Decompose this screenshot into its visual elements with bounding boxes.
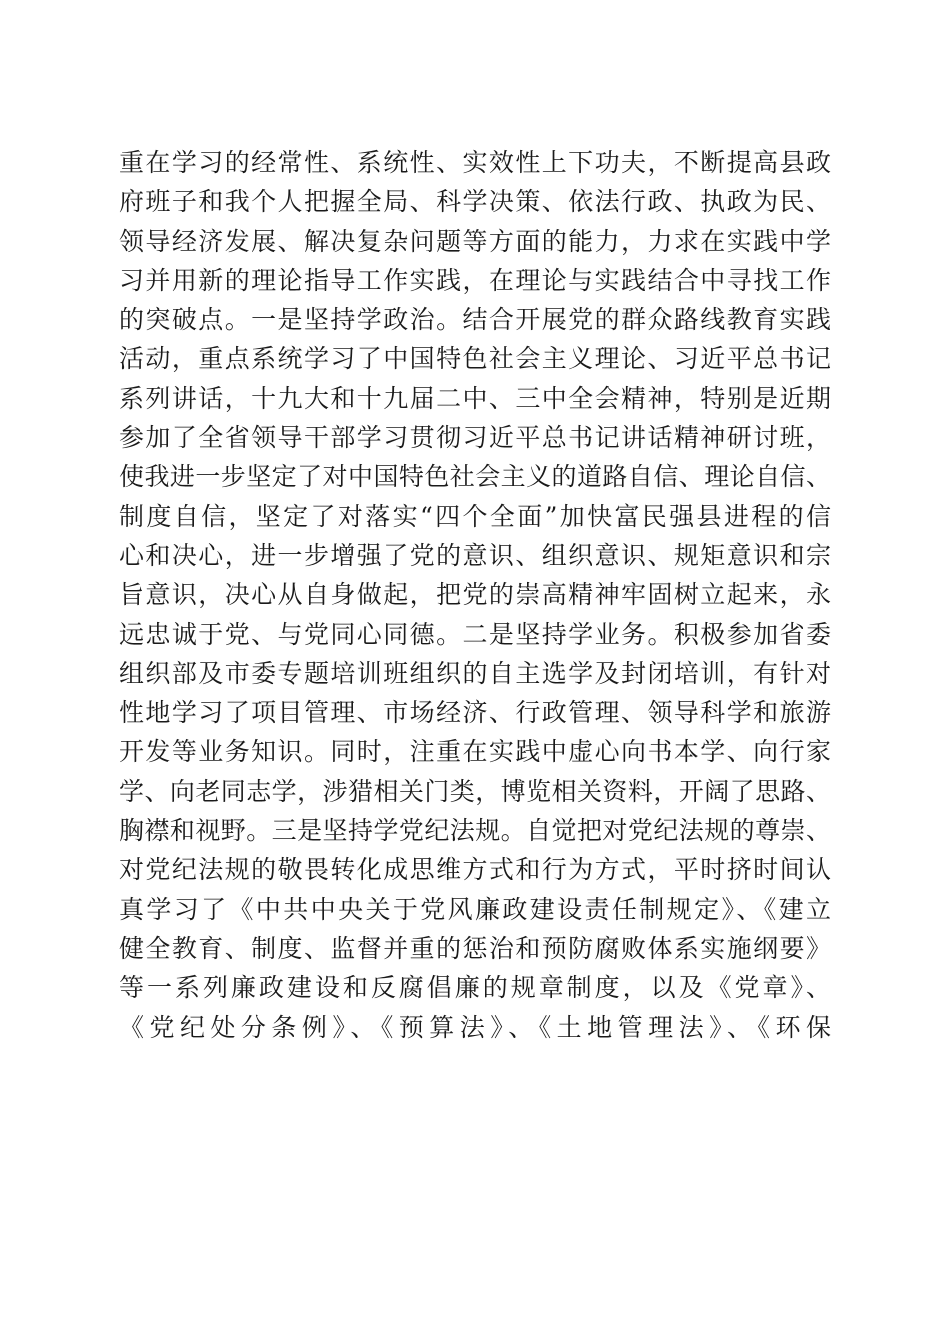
text-line-11: 心和决心，进一步增强了党的意识、组织意识、规矩意识和宗 (119, 540, 831, 570)
text-line-1: 重在学习的经常性、系统性、实效性上下功夫，不断提高县政 (119, 148, 831, 177)
text-line-5: 的突破点。一是坚持学政治。结合开展党的群众路线教育实践 (119, 305, 831, 335)
text-line-10: 制度自信，坚定了对落实“四个全面”加快富民强县进程的信 (119, 501, 831, 531)
text-line-23: 《党纪处分条例》、《预算法》、《土地管理法》、《环保 (119, 1012, 831, 1042)
body-text (119, 143, 831, 1047)
text-line-18: 胸襟和视野。三是坚持学党纪法规。自觉把对党纪法规的尊崇、 (119, 816, 831, 846)
text-line-12: 旨意识，决心从自身做起，把党的崇高精神牢固树立起来，永 (119, 580, 831, 610)
text-line-8: 参加了全省领导干部学习贯彻习近平总书记讲话精神研讨班， (119, 423, 831, 453)
text-line-6: 活动，重点系统学习了中国特色社会主义理论、习近平总书记 (119, 344, 831, 374)
text-line-14: 组织部及市委专题培训班组织的自主选学及封闭培训，有针对 (119, 658, 831, 688)
text-line-9: 使我进一步坚定了对中国特色社会主义的道路自信、理论自信、 (119, 462, 831, 492)
text-line-15: 性地学习了项目管理、市场经济、行政管理、领导科学和旅游 (119, 698, 831, 728)
text-line-19: 对党纪法规的敬畏转化成思维方式和行为方式，平时挤时间认 (119, 855, 831, 885)
text-line-3: 领导经济发展、解决复杂问题等方面的能力，力求在实践中学 (119, 226, 831, 256)
text-line-22: 等一系列廉政建设和反腐倡廉的规章制度，以及《党章》、 (119, 973, 831, 1003)
text-line-7: 系列讲话，十九大和十九届二中、三中全会精神，特别是近期 (119, 383, 831, 413)
text-line-16: 开发等业务知识。同时，注重在实践中虚心向书本学、向行家 (119, 737, 831, 767)
text-line-2: 府班子和我个人把握全局、科学决策、依法行政、执政为民、 (119, 187, 831, 217)
text-line-13: 远忠诚于党、与党同心同德。二是坚持学业务。积极参加省委 (119, 619, 831, 649)
text-line-20: 真学习了《中共中央关于党风廉政建设责任制规定》、《建立 (119, 894, 831, 924)
text-line-4: 习并用新的理论指导工作实践，在理论与实践结合中寻找工作 (119, 265, 831, 295)
text-line-21: 健全教育、制度、监督并重的惩治和预防腐败体系实施纲要》 (119, 933, 831, 963)
text-line-17: 学、向老同志学，涉猎相关门类，博览相关资料，开阔了思路、 (119, 776, 831, 806)
